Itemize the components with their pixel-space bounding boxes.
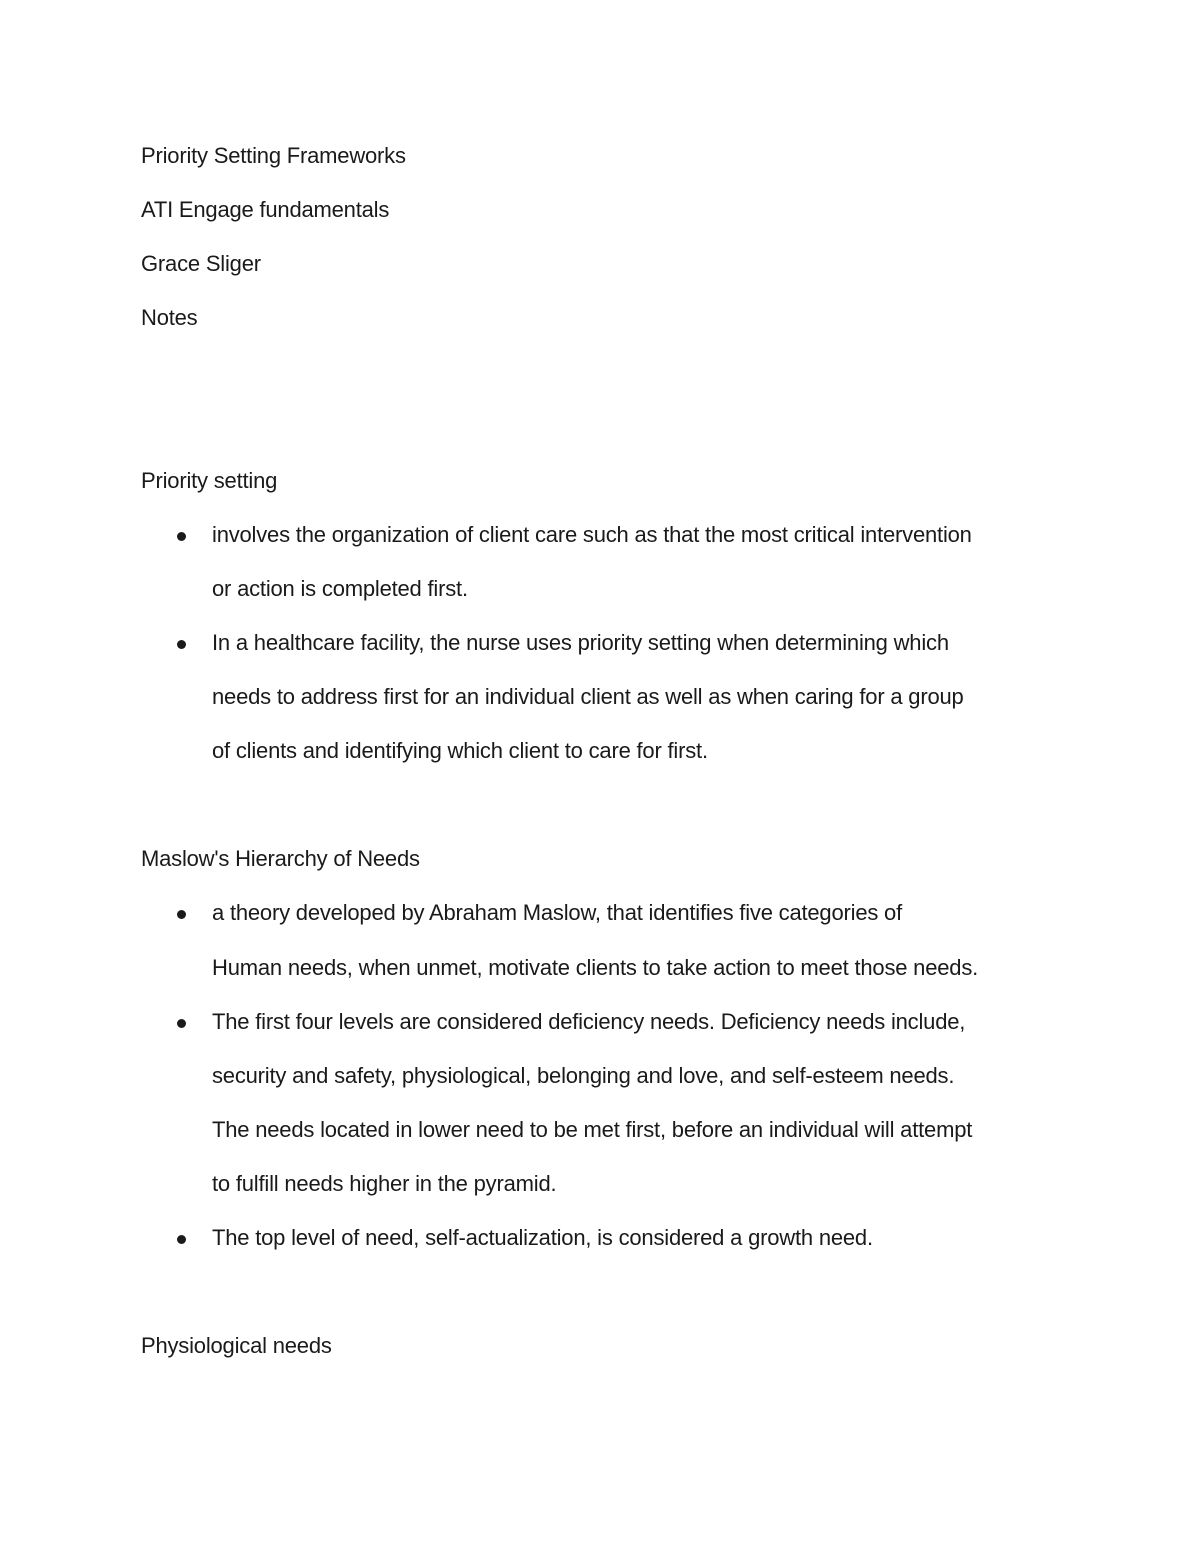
list-item-line: a theory developed by Abraham Maslow, that identifies five categories of: [212, 900, 903, 925]
bullet-dot-icon: [177, 1019, 186, 1028]
bullet-dot-icon: [177, 910, 186, 919]
list-item-line: or action is completed first.: [212, 576, 468, 601]
document-title: Priority Setting Frameworks: [141, 143, 406, 168]
bullet-dot-icon: [177, 532, 186, 541]
list-item-line: Human needs, when unmet, motivate clients to take action to meet those needs.: [212, 955, 979, 980]
author-name: Grace Sliger: [141, 251, 261, 276]
list-item-line: In a healthcare facility, the nurse uses priority setting when determining which: [212, 630, 949, 655]
course-name: ATI Engage fundamentals: [141, 197, 390, 222]
bullet-dot-icon: [177, 640, 186, 649]
notes-label: Notes: [141, 305, 198, 330]
list-item-line: to fulfill needs higher in the pyramid.: [212, 1171, 557, 1196]
section-heading-maslow: Maslow's Hierarchy of Needs: [141, 846, 420, 871]
section-heading-physiological: Physiological needs: [141, 1333, 332, 1358]
list-item-line: security and safety, physiological, belonging and love, and self-esteem needs.: [212, 1063, 955, 1088]
list-item-line: needs to address first for an individual client as well as when caring for a group: [212, 684, 964, 709]
list-item-line: The top level of need, self-actualization, is considered a growth need.: [212, 1225, 873, 1250]
list-item-line: The needs located in lower need to be met first, before an individual will attempt: [212, 1117, 973, 1142]
list-item-line: involves the organization of client care such as that the most critical intervention: [212, 522, 972, 547]
list-item-line: The first four levels are considered deficiency needs. Deficiency needs include,: [212, 1009, 966, 1034]
list-item-line: of clients and identifying which client to care for first.: [212, 738, 708, 763]
section-heading-priority-setting: Priority setting: [141, 468, 278, 493]
bullet-dot-icon: [177, 1235, 186, 1244]
